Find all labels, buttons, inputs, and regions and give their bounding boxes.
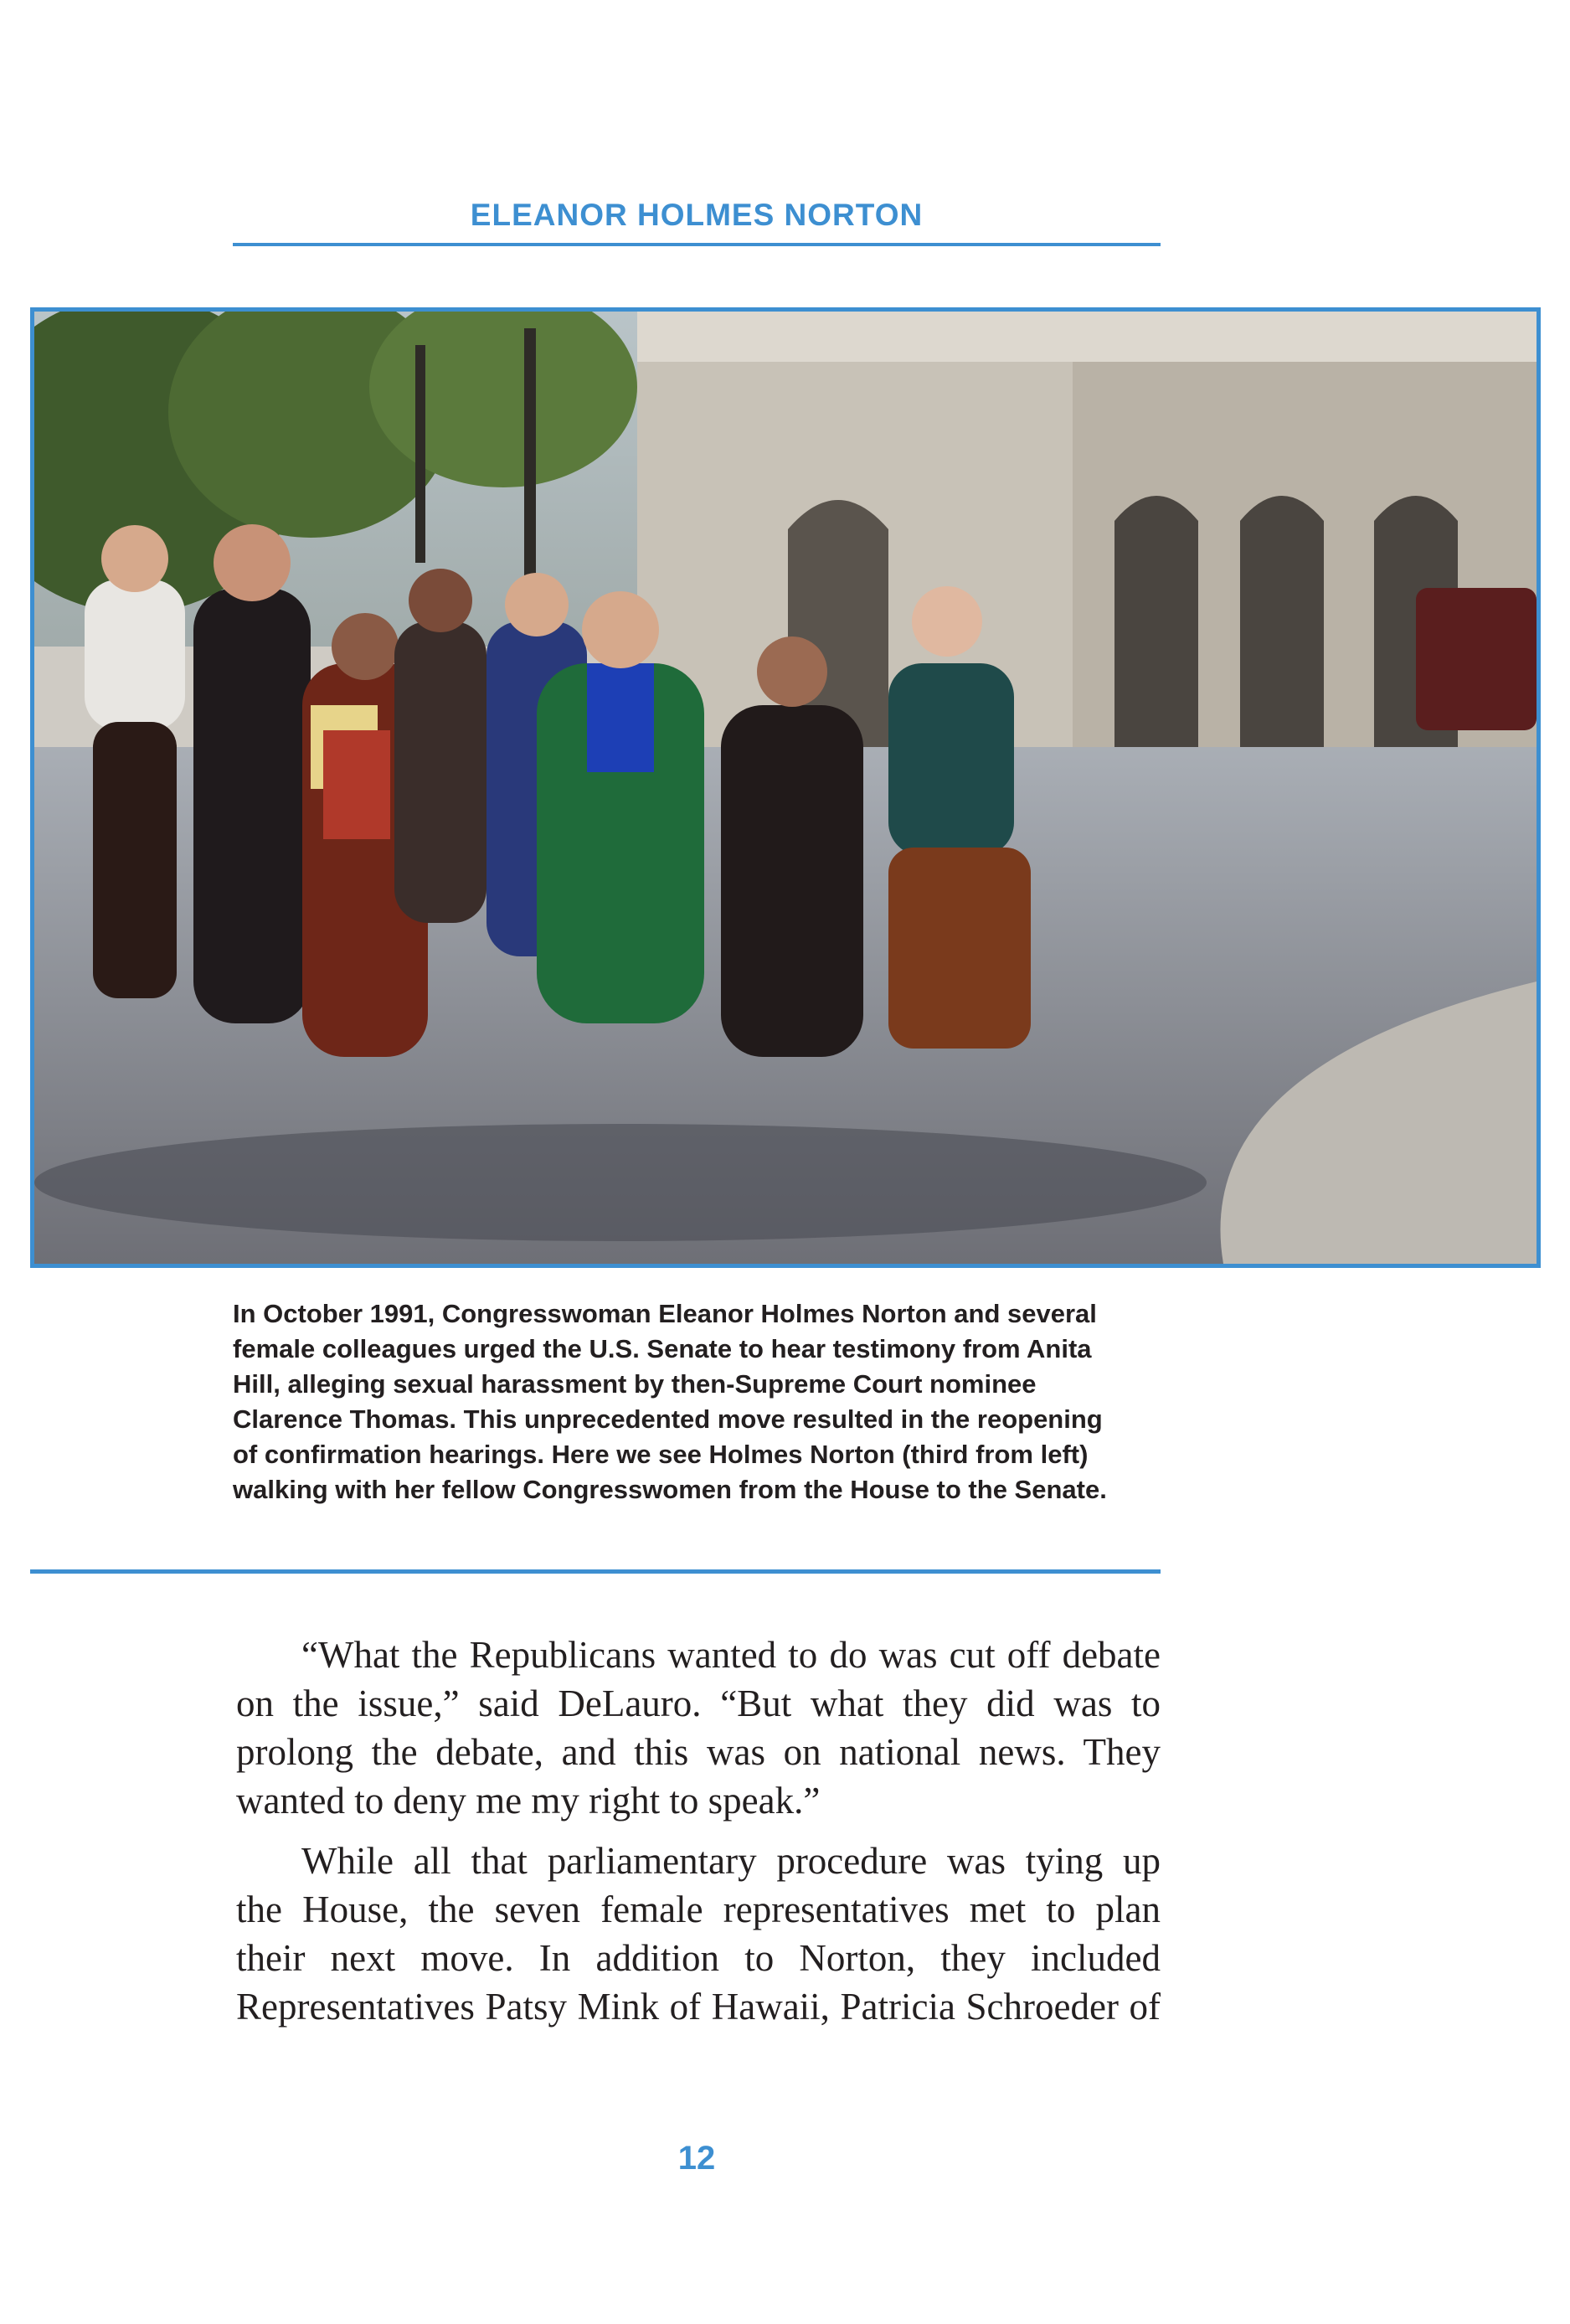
caption-line: female colleagues urged the U.S. Senate to hear testimony from Anita bbox=[233, 1334, 1092, 1363]
caption-line: Clarence Thomas. This unprecedented move resulted in the reopening bbox=[233, 1404, 1103, 1434]
paragraph bbox=[236, 1631, 1161, 1825]
text-line: wanted to deny me my right to speak.” bbox=[236, 1780, 821, 1822]
text-line: the House, the seven female representatives met to plan bbox=[236, 1889, 1161, 1930]
text-line: “What the Republicans wanted to do was cut off debate bbox=[301, 1634, 1161, 1676]
caption-line: In October 1991, Congresswoman Eleanor Holmes Norton and several bbox=[233, 1299, 1097, 1328]
photograph-of-congresswomen-walking-icon bbox=[34, 312, 1537, 1264]
caption-line: of confirmation hearings. Here we see Holmes Norton (third from left) bbox=[233, 1440, 1089, 1469]
caption-line: Hill, alleging sexual harassment by then-Supreme Court nominee bbox=[233, 1369, 1037, 1399]
running-head-title: ELEANOR HOLMES NORTON bbox=[470, 198, 924, 232]
text-line: Representatives Patsy Mink of Hawaii, Patricia Schroeder of bbox=[236, 1986, 1161, 2028]
photograph bbox=[30, 307, 1541, 1268]
text-line: While all that parliamentary procedure was tying up bbox=[301, 1840, 1161, 1882]
text-line: prolong the debate, and this was on national news. They bbox=[236, 1731, 1161, 1773]
text-line: their next move. In addition to Norton, they included bbox=[236, 1937, 1161, 1979]
page-number: 12 bbox=[677, 2140, 716, 2177]
header-rule bbox=[233, 243, 1161, 246]
caption-rule bbox=[30, 1569, 1161, 1574]
paragraph bbox=[236, 1837, 1161, 2031]
body-text bbox=[236, 1631, 1161, 2043]
photo-caption bbox=[233, 1296, 1161, 1507]
text-line: on the issue,” said DeLauro. “But what they did was to bbox=[236, 1682, 1161, 1724]
caption-line: walking with her fellow Congresswomen from the House to the Senate. bbox=[233, 1475, 1107, 1504]
